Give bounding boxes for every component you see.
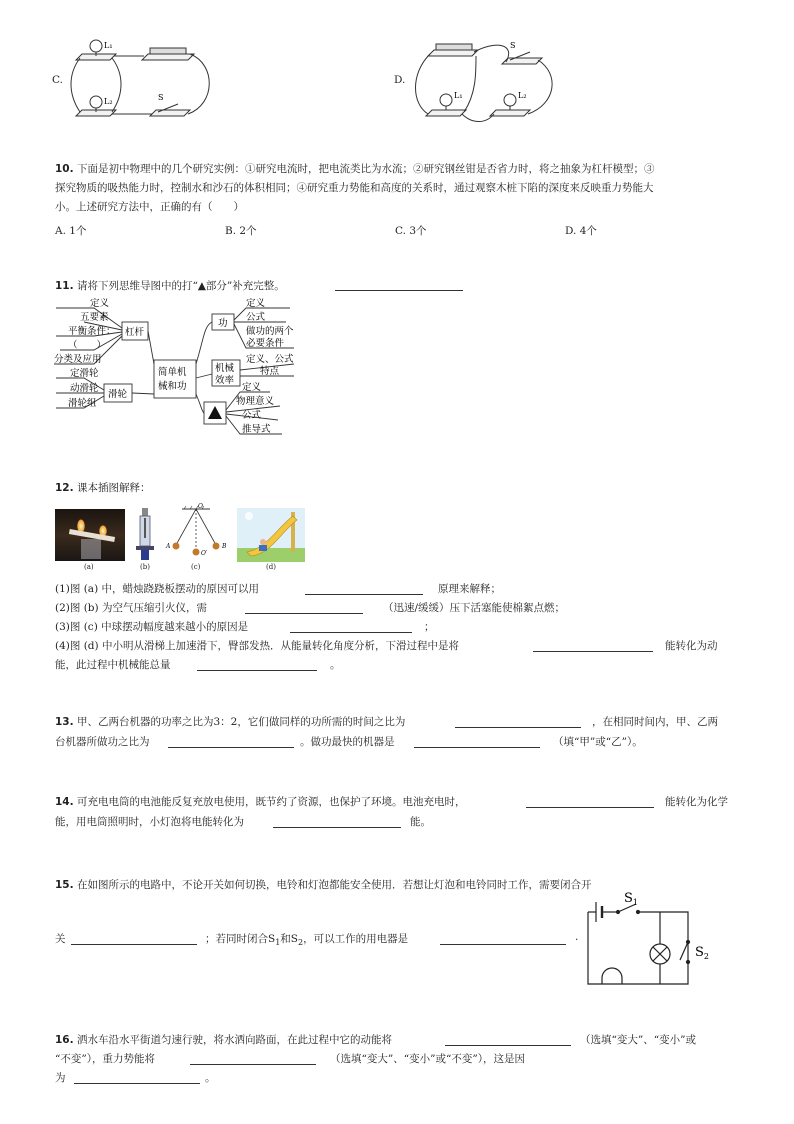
question-number: 12.: [55, 482, 74, 494]
option-a[interactable]: A. 1个: [55, 225, 87, 237]
answer-blank-16-3[interactable]: [74, 1083, 200, 1084]
mm-work: 功: [218, 318, 228, 329]
switch-s1-label: $S_1$: [624, 891, 638, 907]
figure-d-slide: [237, 508, 305, 562]
triangle-icon: [208, 406, 222, 419]
q12-line-2: (2)图 (b) 为空气压缩引火仪，需: [55, 602, 207, 614]
q15-text: ；若同时闭合S: [205, 933, 276, 945]
mm-lever-item: 五要素: [80, 312, 109, 323]
q12-text-tail: 。: [330, 659, 341, 671]
option-d-label: D.: [394, 74, 406, 86]
mm-lever-item: 定义: [90, 298, 110, 309]
question-number: 15.: [55, 879, 74, 891]
figure-a-candle-photo: [55, 509, 125, 561]
answer-blank-13-2[interactable]: [168, 747, 294, 748]
mm-pulley-item: 动滑轮: [70, 383, 99, 394]
q16-text-tail: （选填“变大”、“变小”或: [580, 1034, 696, 1046]
answer-blank-11[interactable]: [335, 290, 463, 291]
answer-blank-12-1[interactable]: [305, 594, 423, 595]
option-b[interactable]: B. 2个: [225, 225, 257, 237]
caption-d: (d): [266, 563, 276, 571]
subscript-1: 1: [275, 938, 281, 948]
subscript-2: 2: [298, 938, 304, 948]
q16-text-tail: 。: [205, 1072, 216, 1084]
question-number: 13.: [55, 716, 74, 728]
option-d[interactable]: D. 4个: [565, 225, 597, 237]
q14-text-tail: 能转化为化学: [665, 796, 728, 808]
mm-lever-item: 分类及应用: [54, 354, 102, 365]
circuit-diagram-15: [580, 890, 720, 990]
mm-work-item: 定义: [246, 298, 266, 309]
mm-efficiency-item: 定义、公式: [246, 354, 294, 365]
mm-efficiency-line2: 效率: [215, 375, 235, 386]
mm-lever-item: 平衡条件：: [68, 326, 116, 337]
figure-c-pendulum: [160, 503, 232, 565]
question-15-line-1: [55, 877, 591, 892]
q13-text-tail: （填“甲”或“乙”）。: [553, 736, 643, 748]
question-text: 在如图所示的电路中，不论开关如何切换，电铃和灯泡都能安全使用．若想让灯泡和电铃同时工作，需要闭合开: [76, 879, 592, 891]
pendulum-a-label: A: [166, 543, 171, 550]
question-text: 甲、乙两台机器的功率之比为3：2，它们做同样的功所需的时间之比为: [76, 716, 406, 728]
answer-blank-15-1[interactable]: [71, 944, 197, 945]
q13-text-tail: ，在相同时间内，甲、乙两: [592, 716, 718, 728]
pendulum-o2-label: O′: [201, 550, 208, 557]
question-text: 请将下列思维导图中的打“▲部分”补充完整。: [76, 280, 285, 292]
q12-line-5: 能，此过程中机械能总量: [55, 659, 171, 671]
question-16-line-2: “不变”），重力势能将: [55, 1053, 155, 1065]
caption-b: (b): [140, 563, 150, 571]
answer-blank-13-1[interactable]: [455, 727, 581, 728]
answer-blank-12-4[interactable]: [533, 651, 653, 652]
question-text: 可充电电筒的电池能反复充放电使用，既节约了资源，也保护了环境。电池充电时，: [76, 796, 466, 808]
mm-triangle-item: 公式: [242, 410, 262, 421]
mm-center-line1: 简单机: [158, 367, 187, 378]
mm-center-line2: 械和功: [158, 381, 187, 392]
question-11: [55, 277, 285, 296]
question-14-line-1: [55, 794, 465, 809]
q15-text-mid: [205, 931, 408, 947]
lamp-l1-label-d: L₁: [454, 91, 463, 100]
q15-text: 和S: [280, 933, 298, 945]
q12-line-3: (3)图 (c) 中球摆动幅度越来越小的原因是: [55, 621, 249, 633]
answer-blank-16-2[interactable]: [190, 1064, 316, 1065]
figure-b-igniter: [134, 508, 156, 564]
question-text-line: 下面是初中物理中的几个研究实例：①研究电流时，把电流类比为水流；②研究钢丝钳是否省力时，将之抽象为杠杆模型；③: [76, 163, 655, 175]
question-number: 14.: [55, 796, 74, 808]
q12-text-tail: ；: [424, 621, 435, 633]
pendulum-b-label: B: [222, 543, 227, 550]
q12-line-4: (4)图 (d) 中小明从滑梯上加速滑下，臀部发热．从能量转化角度分析，下滑过程中是将: [55, 640, 459, 652]
q12-line-1: [55, 581, 259, 596]
mm-lever-item: （ ）: [68, 340, 107, 351]
question-number: 11.: [55, 280, 74, 292]
mm-pulley-item: 定滑轮: [70, 368, 99, 379]
mm-efficiency-item: 特点: [260, 366, 280, 377]
question-12: [55, 479, 150, 498]
circuit-diagram-d: [406, 34, 566, 130]
mind-map: [54, 298, 304, 438]
mm-triangle-item: 推导式: [242, 424, 271, 435]
q12-text-tail: （迅速/缓缓）压下活塞能使棉絮点燃；: [383, 602, 566, 614]
q13-text-mid: 。做功最快的机器是: [300, 736, 395, 748]
question-text: 洒水车沿水平街道匀速行驶，将水洒向路面，在此过程中它的动能将: [76, 1034, 392, 1046]
q14-text-tail: 能。: [410, 816, 431, 828]
switch-s2-label: $S_2$: [695, 945, 709, 961]
answer-blank-13-3[interactable]: [414, 747, 540, 748]
mm-work-item: 做功的两个: [246, 326, 294, 337]
mm-work-item: 必要条件: [246, 338, 285, 349]
option-c[interactable]: C. 3个: [395, 225, 427, 237]
mm-pulley: 滑轮: [108, 389, 128, 400]
caption-c: (c): [191, 563, 201, 571]
answer-blank-12-2[interactable]: [245, 613, 363, 614]
question-13-line-2: 台机器所做功之比为: [55, 736, 150, 748]
question-text-line: 小。上述研究方法中，正确的有（ ）: [55, 201, 244, 213]
q15-text-tail: .: [575, 931, 579, 943]
question-16-line-3: 为: [55, 1072, 66, 1084]
switch-s-label-d: S: [510, 41, 516, 50]
question-15-line-2: 关: [55, 933, 66, 945]
question-text: 课本插图解释：: [76, 482, 151, 494]
answer-blank-12-5[interactable]: [197, 670, 317, 671]
option-c-label: C.: [52, 74, 63, 86]
answer-blank-16-1[interactable]: [445, 1045, 571, 1046]
answer-blank-12-3[interactable]: [290, 632, 412, 633]
answer-blank-14-2[interactable]: [273, 827, 401, 828]
q12-text-tail: 原理来解释；: [438, 583, 501, 595]
glass-support: [81, 539, 101, 559]
question-14-line-2: 能，用电筒照明时，小灯泡将电能转化为: [55, 816, 244, 828]
mm-pulley-item: 滑轮组: [68, 398, 97, 409]
question-16-line-1: [55, 1032, 392, 1047]
question-text-line: 探究物质的吸热能力时，控制水和沙石的体积相同；④研究重力势能和高度的关系时，通过观察木桩下陷的深度来反映重力势能大: [55, 182, 654, 194]
mm-triangle-item: 物理意义: [236, 396, 275, 407]
lamp-l2-label: L₂: [104, 97, 113, 106]
question-number: 10.: [55, 163, 74, 175]
question-number: 16.: [55, 1034, 74, 1046]
mm-efficiency-line1: 机械: [215, 363, 235, 374]
question-13-line-1: [55, 714, 405, 729]
q16-text-tail: （选填“变大”、“变小”或“不变”），这是因: [330, 1053, 525, 1065]
q12-text: (1)图 (a) 中，蜡烛跷跷板摆动的原因可以用: [55, 583, 260, 595]
answer-blank-14-1[interactable]: [526, 807, 654, 808]
switch-s-label: S: [158, 93, 164, 102]
mm-lever: 杠杆: [125, 327, 145, 338]
question-10: [55, 160, 745, 217]
mm-work-item: 公式: [246, 312, 266, 323]
pendulum-o-label: O: [198, 503, 203, 510]
lamp-l2-label-d: L₂: [518, 91, 527, 100]
answer-blank-15-2[interactable]: [440, 944, 566, 945]
caption-a: (a): [84, 563, 94, 571]
lamp-l1-label: L₁: [104, 41, 113, 50]
circuit-diagram-c: [66, 34, 216, 130]
q12-text-tail: 能转化为动: [665, 640, 718, 652]
mm-triangle-item: 定义: [242, 382, 262, 393]
q15-text: ，可以工作的用电器是: [303, 933, 409, 945]
